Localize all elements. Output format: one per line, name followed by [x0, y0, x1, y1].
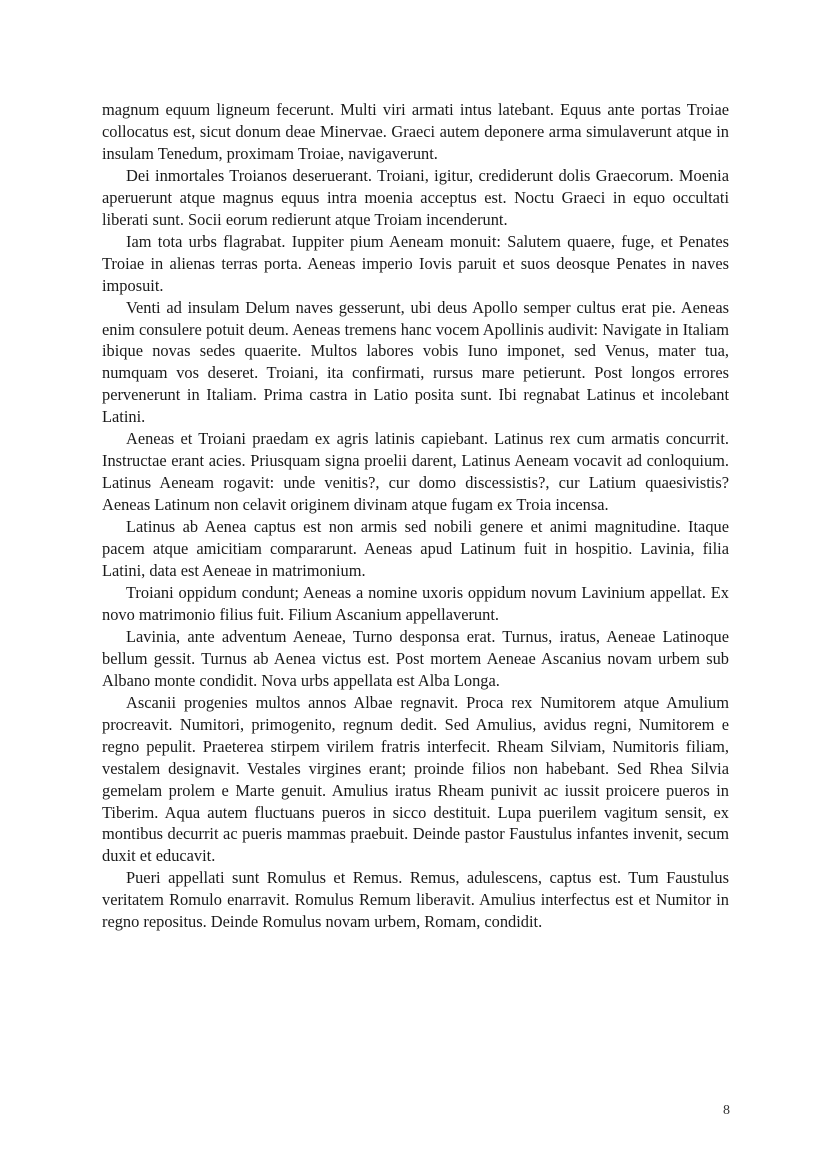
paragraph: Venti ad insulam Delum naves gesserunt, ubi deus Apollo semper cultus erat pie. Aeneas enim consulere potuit deum. Aeneas tremens hanc vocem Apollinis audivit: Navigate in Italiam ibique novas sedes quaerite. Multos labores vobis Iuno imponet, sed Venus, mater tua, numquam vos deseret. Troiani, ita confirmati, rursus mare petierunt. Post longos errores pervenerunt in Italiam. Prima castra in Latio posita sunt. Ibi regnabat Latinus et incolebant Latini. [102, 297, 729, 427]
paragraph: Ascanii progenies multos annos Albae regnavit. Proca rex Numitorem atque Amulium procreavit. Numitori, primogenito, regnum dedit. Sed Amulius, avidus regni, Numitorem e regno pepulit. Praeterea stirpem virilem fratris interfecit. Rheam Silviam, Numitoris filiam, vestalem designavit. Vestales virgines erant; proinde filios non habebant. Sed Rhea Silvia gemelam prolem e Marte genuit. Amulius iratus Rheam punivit ac iussit proicere pueros in Tiberim. Aqua autem fluctuans pueros in sicco destituit. Lupa puerilem vagitum sensit, ex montibus decurrit ac pueris mammas praebuit. Deinde pastor Faustulus infantes invenit, secum duxit et educavit. [102, 692, 729, 866]
paragraph: Iam tota urbs flagrabat. Iuppiter pium Aeneam monuit: Salutem quaere, fuge, et Penates Troiae in alienas terras porta. Aeneas imperio Iovis paruit et suos deosque Penates in naves imposuit. [102, 231, 729, 295]
paragraph: Lavinia, ante adventum Aeneae, Turno desponsa erat. Turnus, iratus, Aeneae Latinoque bellum gessit. Turnus ab Aenea victus est. Post mortem Aeneae Ascanius novam urbem sub Albano monte condidit. Nova urbs appellata est Alba Longa. [102, 626, 729, 690]
paragraph: Pueri appellati sunt Romulus et Remus. Remus, adulescens, captus est. Tum Faustulus veritatem Romulo enarravit. Romulus Remum liberavit. Amulius interfectus est et Numitor in regno repositus. Deinde Romulus novam urbem, Romam, condidit. [102, 868, 729, 932]
page-number: 8 [723, 1103, 730, 1118]
paragraph: Dei inmortales Troianos deseruerant. Troiani, igitur, crediderunt dolis Graecorum. Moenia aperuerunt atque magnus equus intra moenia acceptus est. Noctu Graeci in equo occultati liberati sunt. Socii eorum redierunt atque Troiam incenderunt. [102, 165, 729, 229]
paragraph-continued: magnum equum ligneum fecerunt. Multi viri armati intus latebant. Equus ante portas Troiae collocatus est, sicut donum deae Minervae. Graeci autem deponere arma simulaverunt atque in insulam Tenedum, proximam Troiae, navigaverunt. [102, 100, 729, 163]
document-body [102, 99, 729, 933]
paragraph: Aeneas et Troiani praedam ex agris latinis capiebant. Latinus rex cum armatis concurrit. Instructae erant acies. Priusquam signa proelii darent, Latinus Aeneam vocavit ad conloquium. Latinus Aeneam rogavit: unde venitis?, cur domo discessistis?, cur Latium quaesivistis? Aeneas Latinum non celavit originem divinam atque fugam ex Troia incensa. [102, 429, 729, 515]
paragraph: Latinus ab Aenea captus est non armis sed nobili genere et animi magnitudine. Itaque pacem atque amicitiam compararunt. Aeneas apud Latinum fuit in hospitio. Lavinia, filia Latini, data est Aeneae in matrimonium. [102, 517, 729, 581]
paragraph: Troiani oppidum condunt; Aeneas a nomine uxoris oppidum novum Lavinium appellat. Ex novo matrimonio filius fuit. Filium Ascanium appellaverunt. [102, 582, 729, 624]
